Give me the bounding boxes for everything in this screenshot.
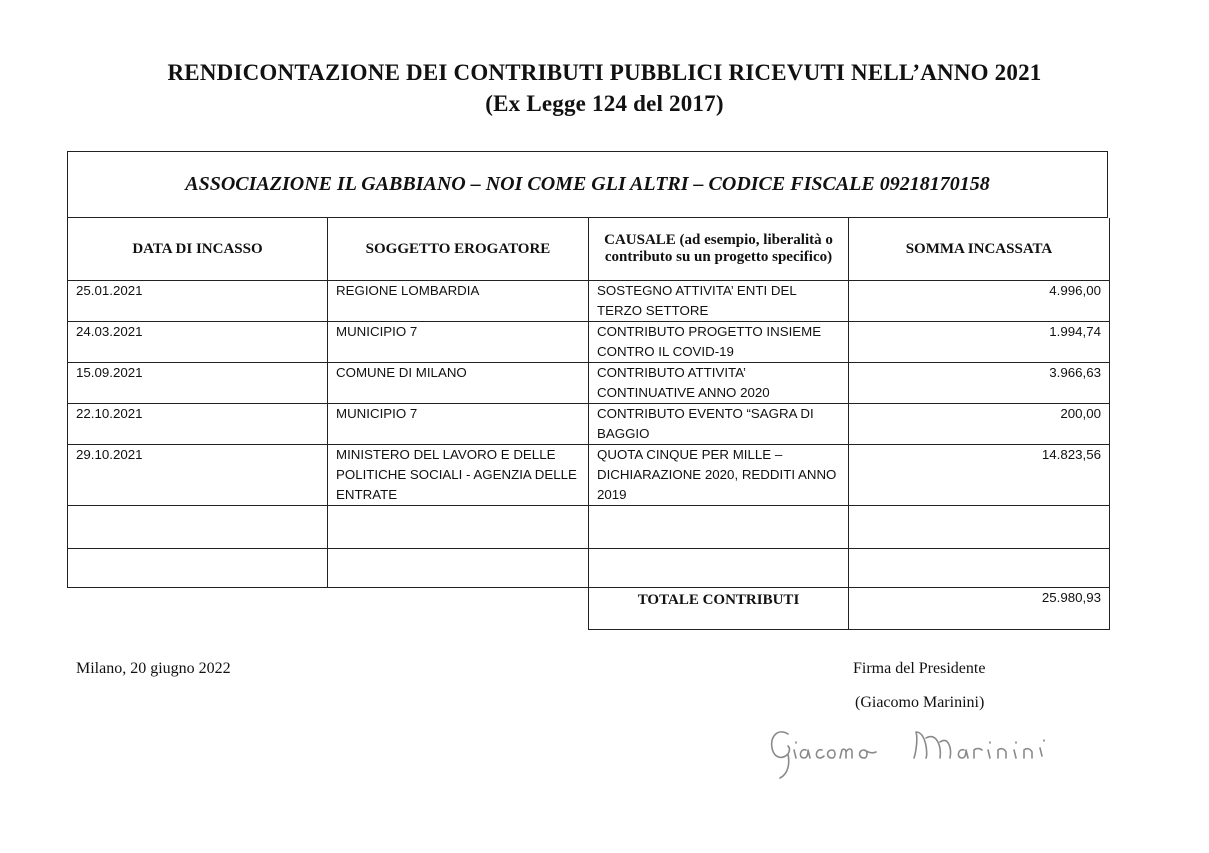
contributions-table bbox=[67, 218, 1110, 630]
empty-row bbox=[68, 506, 1110, 549]
cell-reason: QUOTA CINQUE PER MILLE – DICHIARAZIONE 2020, REDDITI ANNO 2019 bbox=[589, 445, 849, 506]
column-header-amount: SOMMA INCASSATA bbox=[849, 218, 1110, 281]
signature-stroke bbox=[1024, 749, 1032, 758]
cell-amount: 3.966,63 bbox=[849, 363, 1110, 404]
cell-reason: SOSTEGNO ATTIVITA’ ENTI DEL TERZO SETTORE bbox=[589, 281, 849, 322]
column-header-reason: CAUSALE (ad esempio, liberalità o contributo su un progetto specifico) bbox=[589, 218, 849, 281]
cell-payer: MUNICIPIO 7 bbox=[328, 322, 589, 363]
empty-row bbox=[68, 549, 1110, 588]
handwritten-signature bbox=[766, 718, 1076, 788]
table-row bbox=[68, 404, 1110, 445]
cell-amount: 4.996,00 bbox=[849, 281, 1110, 322]
cell-reason: CONTRIBUTO ATTIVITA’ CONTINUATIVE ANNO 2020 bbox=[589, 363, 849, 404]
signature-stroke bbox=[974, 749, 982, 759]
empty-cell bbox=[849, 506, 1110, 549]
empty-cell bbox=[589, 549, 849, 588]
total-spacer bbox=[68, 588, 589, 630]
place-date: Milano, 20 giugno 2022 bbox=[76, 660, 231, 677]
empty-cell bbox=[328, 549, 589, 588]
empty-cell bbox=[68, 506, 328, 549]
signature-stroke bbox=[1014, 742, 1016, 758]
signature-stroke bbox=[816, 750, 824, 758]
table-row bbox=[68, 322, 1110, 363]
cell-payer: REGIONE LOMBARDIA bbox=[328, 281, 589, 322]
cell-amount: 14.823,56 bbox=[849, 445, 1110, 506]
cell-amount: 200,00 bbox=[849, 404, 1110, 445]
table-row bbox=[68, 281, 1110, 322]
cell-reason: CONTRIBUTO EVENTO “SAGRA DI BAGGIO bbox=[589, 404, 849, 445]
cell-payer: MUNICIPIO 7 bbox=[328, 404, 589, 445]
empty-cell bbox=[328, 506, 589, 549]
cell-date: 22.10.2021 bbox=[68, 404, 328, 445]
association-name: ASSOCIAZIONE IL GABBIANO – NOI COME GLI ALTRI – CODICE FISCALE 09218170158 bbox=[185, 173, 990, 195]
signature-stroke bbox=[800, 750, 810, 758]
total-row bbox=[68, 588, 1110, 630]
column-header-date: DATA DI INCASSO bbox=[68, 218, 328, 281]
signature-stroke bbox=[840, 749, 852, 758]
column-header-payer: SOGGETTO EROGATORE bbox=[328, 218, 589, 281]
empty-cell bbox=[589, 506, 849, 549]
table-row bbox=[68, 363, 1110, 404]
empty-cell bbox=[68, 549, 328, 588]
total-label: TOTALE CONTRIBUTI bbox=[589, 588, 849, 630]
document-title: RENDICONTAZIONE DEI CONTRIBUTI PUBBLICI RICEVUTI NELL’ANNO 2021 bbox=[167, 60, 1042, 85]
president-name: (Giacomo Marinini) bbox=[855, 694, 985, 711]
signature-stroke bbox=[772, 732, 790, 778]
cell-amount: 1.994,74 bbox=[849, 322, 1110, 363]
cell-date: 15.09.2021 bbox=[68, 363, 328, 404]
signature-label: Firma del Presidente bbox=[853, 660, 986, 677]
signature-stroke bbox=[860, 750, 877, 758]
total-value: 25.980,93 bbox=[849, 588, 1110, 630]
cell-reason: CONTRIBUTO PROGETTO INSIEME CONTRO IL COVID-19 bbox=[589, 322, 849, 363]
cell-payer: MINISTERO DEL LAVORO E DELLE POLITICHE SOCIALI - AGENZIA DELLE ENTRATE bbox=[328, 445, 589, 506]
table-row bbox=[68, 445, 1110, 506]
signature-stroke bbox=[794, 742, 796, 758]
cell-date: 24.03.2021 bbox=[68, 322, 328, 363]
empty-cell bbox=[849, 549, 1110, 588]
signature-stroke bbox=[1040, 740, 1044, 756]
document-subtitle: (Ex Legge 124 del 2017) bbox=[485, 91, 724, 116]
signature-stroke bbox=[988, 742, 990, 758]
signature-stroke bbox=[914, 732, 951, 758]
signature-stroke bbox=[828, 750, 836, 758]
cell-date: 29.10.2021 bbox=[68, 445, 328, 506]
association-header bbox=[67, 151, 1108, 218]
signature-stroke bbox=[998, 749, 1006, 758]
cell-date: 25.01.2021 bbox=[68, 281, 328, 322]
table-header-row bbox=[68, 218, 1110, 281]
signature-stroke bbox=[958, 750, 968, 758]
cell-payer: COMUNE DI MILANO bbox=[328, 363, 589, 404]
